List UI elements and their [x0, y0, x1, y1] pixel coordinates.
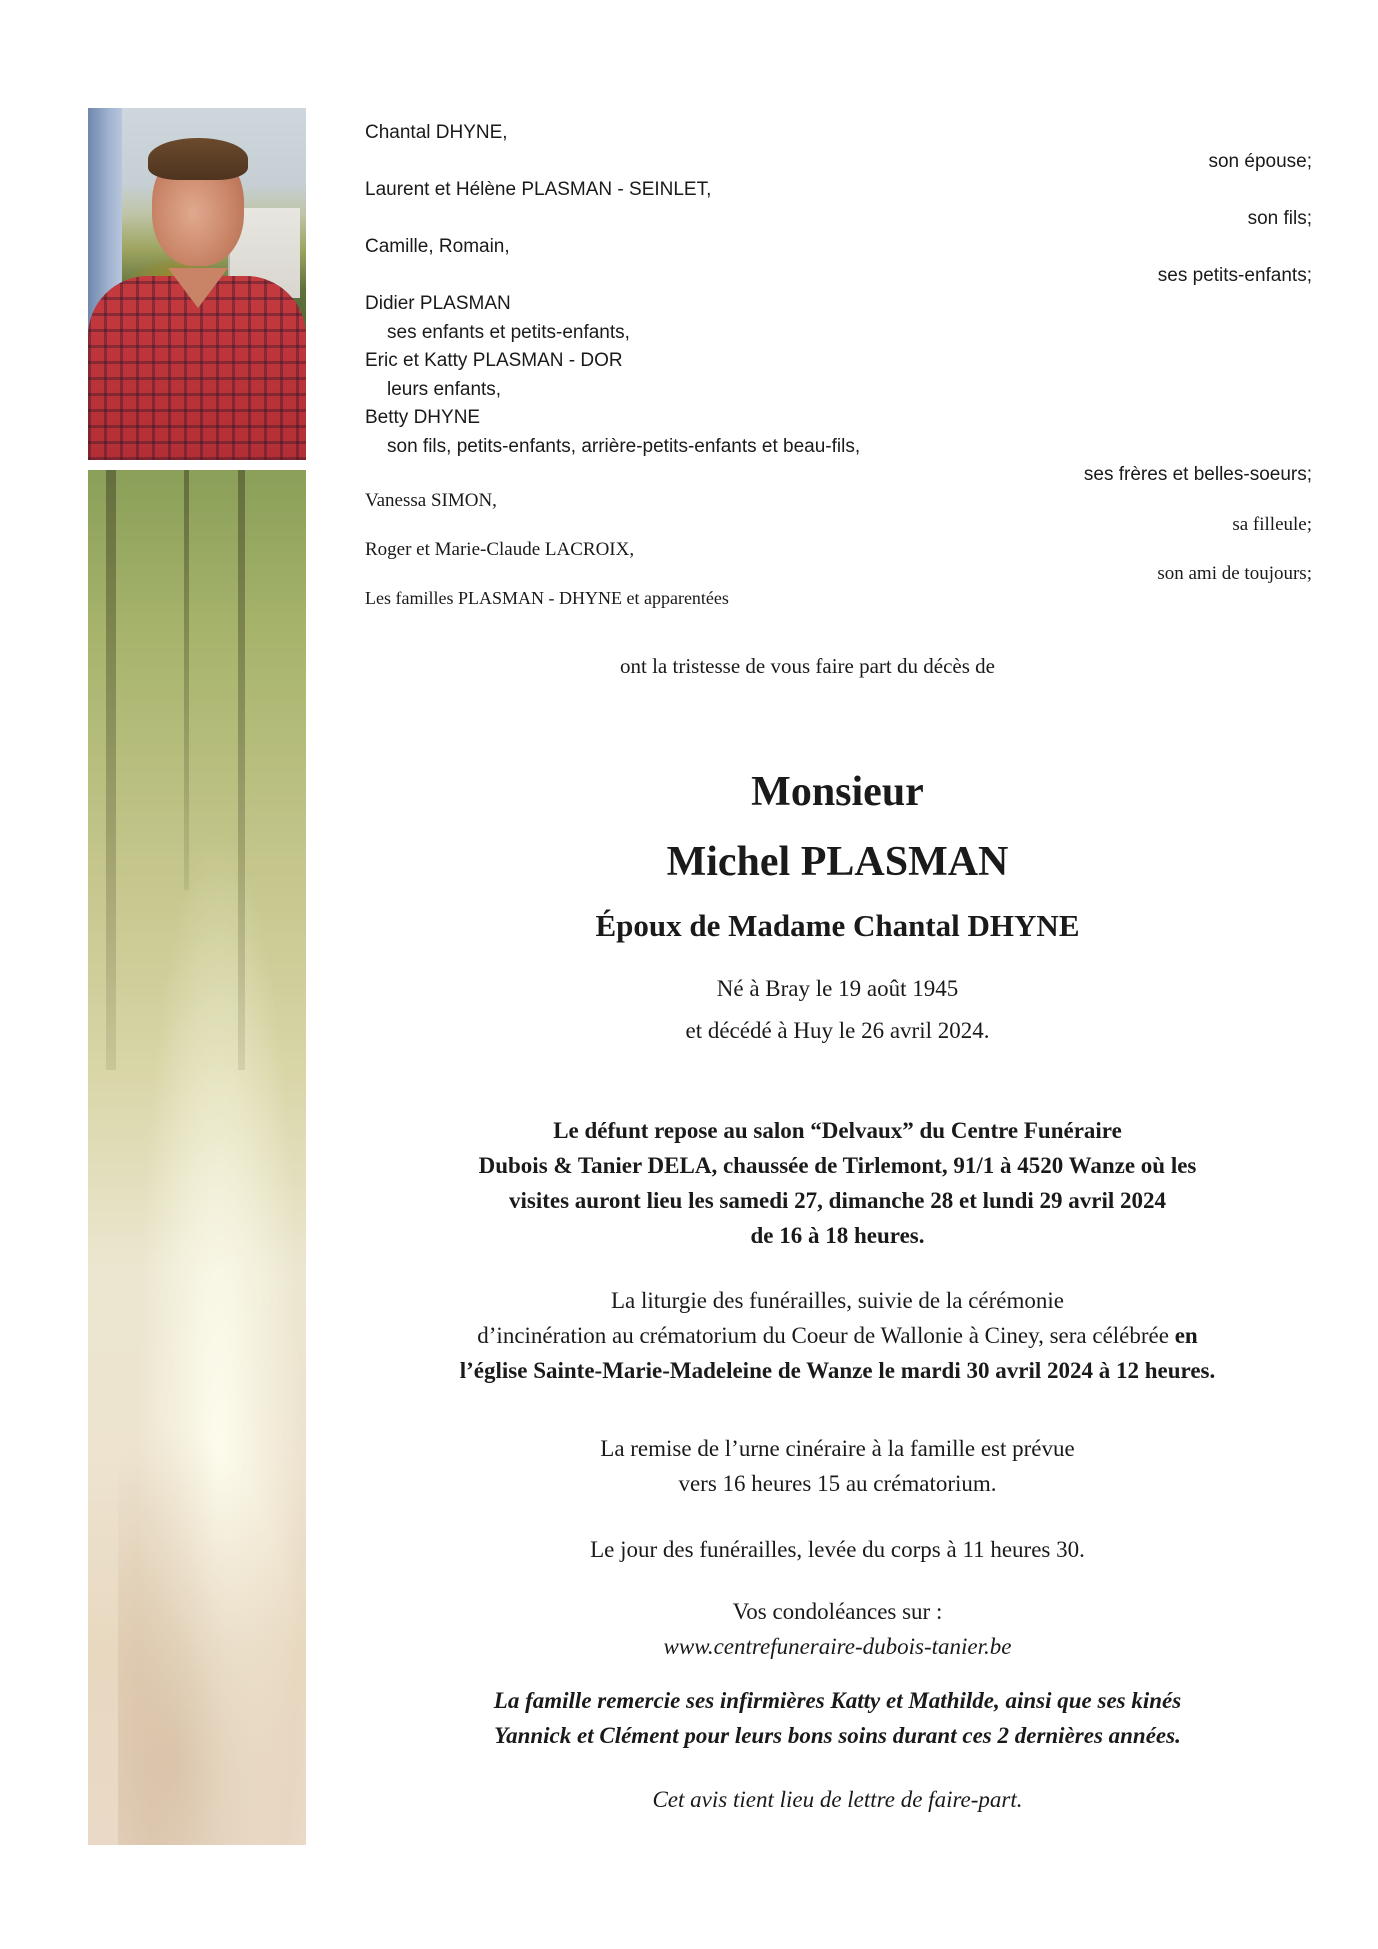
urn-block [330, 1431, 1345, 1501]
life-dates [330, 968, 1345, 1052]
visitation-line: de 16 à 18 heures. [750, 1223, 925, 1248]
condolences-link[interactable]: www.centrefuneraire-dubois-tanier.be [663, 1634, 1012, 1659]
family-line: son fils, petits-enfants, arrière-petits-enfants et beau-fils, [387, 436, 861, 457]
intro-text: ont la tristesse de vous faire part du décès de [620, 654, 995, 678]
urn-line: La remise de l’urne cinéraire à la famille est prévue [600, 1436, 1075, 1461]
thanks-line: La famille remercie ses infirmières Katty et Mathilde, ainsi que ses kinés [493, 1688, 1182, 1713]
deceased-title: Monsieur [751, 769, 924, 815]
family-role: ses petits-enfants; [1157, 265, 1312, 286]
family-line: Camille, Romain, [365, 236, 510, 257]
liturgy-block [330, 1283, 1345, 1388]
death-date: et décédé à Huy le 26 avril 2024. [685, 1018, 990, 1043]
deceased-name: Michel PLASMAN [666, 839, 1009, 885]
urn-line: vers 16 heures 15 au crématorium. [678, 1471, 997, 1496]
closing-text: Cet avis tient lieu de lettre de faire-part. [652, 1787, 1023, 1812]
visitation-line: Dubois & Tanier DELA, chaussée de Tirlemont, 91/1 à 4520 Wanze où les [478, 1153, 1197, 1178]
family-line: Roger et Marie-Claude LACROIX, [365, 539, 635, 560]
condolences-block [330, 1594, 1345, 1664]
liturgy-line: l’église Sainte-Marie-Madeleine de Wanze le mardi 30 avril 2024 à 12 heures. [459, 1358, 1216, 1383]
deceased-spouse: Époux de Madame Chantal DHYNE [595, 908, 1080, 943]
family-role: son épouse; [1208, 151, 1312, 172]
family-line: Chantal DHYNE, [365, 122, 508, 143]
liturgy-line [330, 1318, 1345, 1353]
thanks-line: Yannick et Clément pour leurs bons soins durant ces 2 dernières années. [494, 1723, 1181, 1748]
visitation-block [330, 1113, 1345, 1253]
condolences-label: Vos condoléances sur : [732, 1599, 943, 1624]
liturgy-line-regular: d’incinération au crématorium du Coeur de Wallonie à Ciney, sera célébrée [477, 1323, 1169, 1348]
birth-date: Né à Bray le 19 août 1945 [716, 976, 959, 1001]
family-line: Didier PLASMAN [365, 293, 511, 314]
family-role: ses frères et belles-soeurs; [1083, 464, 1312, 485]
family-line: Vanessa SIMON, [365, 490, 497, 511]
family-line: leurs enfants, [387, 379, 502, 400]
family-role: son ami de toujours; [1157, 563, 1312, 584]
liturgy-line-bold: en [1174, 1323, 1198, 1348]
liturgy-line: La liturgie des funérailles, suivie de la cérémonie [610, 1288, 1064, 1313]
family-role: sa filleule; [1232, 514, 1312, 535]
visitation-line: Le défunt repose au salon “Delvaux” du Centre Funéraire [553, 1118, 1122, 1143]
family-line: ses enfants et petits-enfants, [387, 322, 630, 343]
family-line: Les familles PLASMAN - DHYNE et apparentées [365, 588, 729, 608]
family-line: Eric et Katty PLASMAN - DOR [365, 350, 623, 371]
thanks-block [330, 1683, 1345, 1753]
forest-decoration-image [88, 470, 306, 1845]
visitation-line: visites auront lieu les samedi 27, dimanche 28 et lundi 29 avril 2024 [508, 1188, 1167, 1213]
levee-text: Le jour des funérailles, levée du corps à 11 heures 30. [590, 1537, 1085, 1562]
family-line: Betty DHYNE [365, 407, 481, 428]
portrait-photo [88, 108, 306, 460]
family-role: son fils; [1247, 208, 1312, 229]
family-line: Laurent et Hélène PLASMAN - SEINLET, [365, 179, 712, 200]
